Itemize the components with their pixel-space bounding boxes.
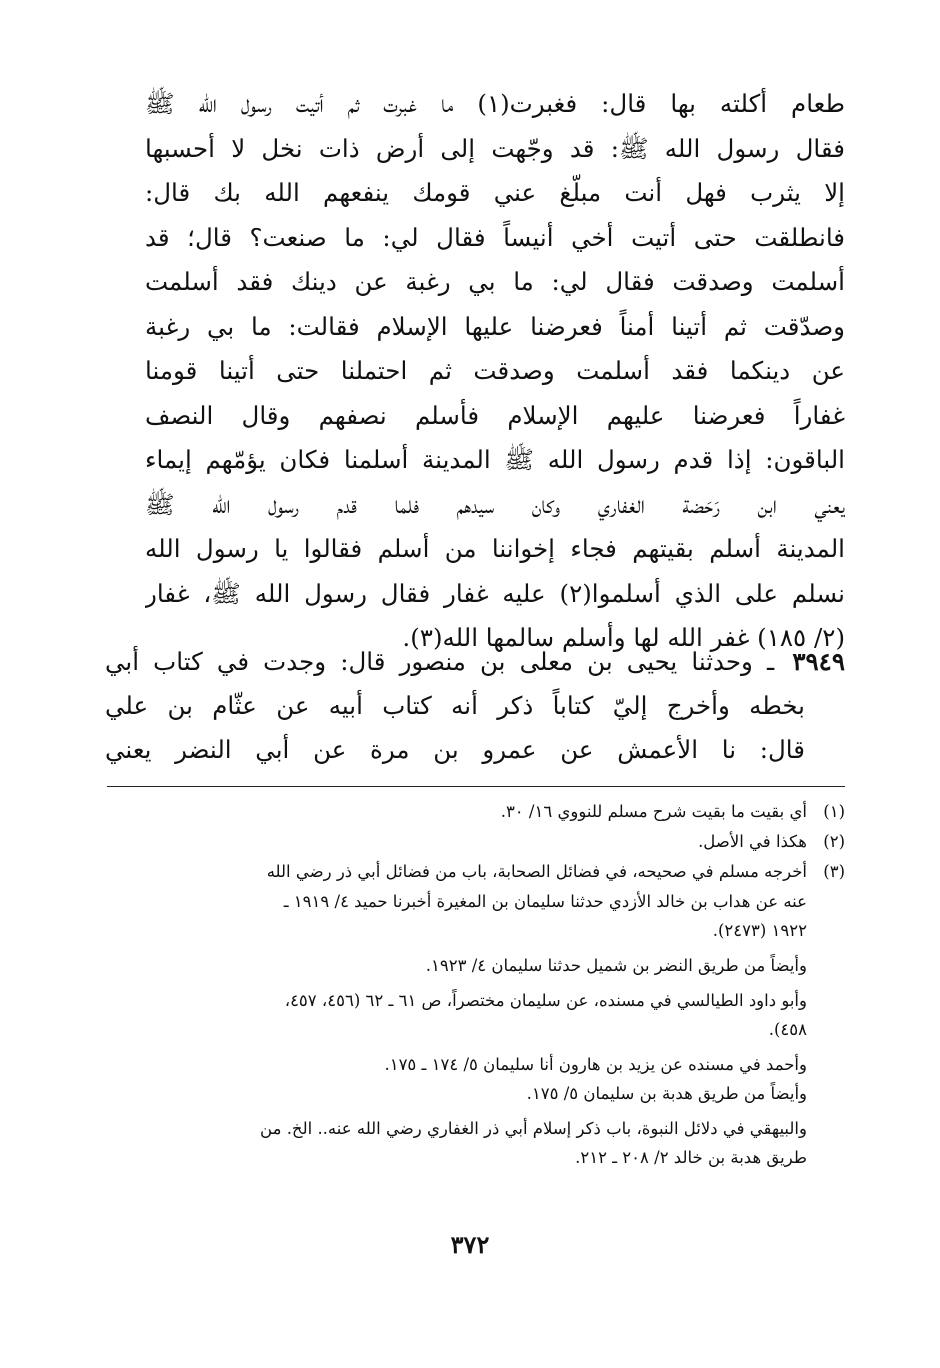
footnote-2 bbox=[125, 827, 845, 857]
text-line: الباقون: إذا قدم رسول الله ﷺ المدينة أسلمنا فكان يؤمّهم إيماء bbox=[145, 445, 845, 474]
footnotes bbox=[125, 797, 845, 1172]
text-line: قال: نا الأعمش عن عمرو بن مرة عن أبي النضر يعني bbox=[105, 735, 805, 764]
text-line: عن دينكما فقد أسلمت وصدقت ثم احتملنا حتى أتينا قومنا bbox=[145, 356, 845, 385]
page-number: ٣٧٢ bbox=[450, 1230, 490, 1259]
footnote-text: ٤٥٨). bbox=[768, 1020, 807, 1039]
footnote-text: والبيهقي في دلائل النبوة، باب ذكر إسلام أبي ذر الغفاري رضي الله عنه.. الخ. من bbox=[260, 1119, 807, 1138]
text-line: فقال رسول الله ﷺ: قد وجّهت إلى أرض ذات نخل لا أحسبها bbox=[145, 133, 845, 163]
footnote-text: أخرجه مسلم في صحيحه، في فضائل الصحابة، باب من فضائل أبي ذر رضي الله bbox=[266, 862, 807, 881]
footnote-text: وأيضاً من طريق هدبة بن سليمان ٥/ ١٧٥. bbox=[526, 1084, 807, 1103]
footnote-text: طريق هدبة بن خالد ٢/ ٢٠٨ ـ ٢١٢. bbox=[575, 1148, 807, 1167]
footnote-text: هكذا في الأصل. bbox=[698, 832, 807, 851]
footnote-marker: (١) bbox=[823, 802, 845, 821]
text-line: طعام أكلته بها قال: فغبرت(١) ما غبرت ثم أتيت رسول الله ﷺ bbox=[145, 89, 845, 118]
text-line: يعني ابن رَحَضة الغفاري وكان سيدهم فلما قدم رسول الله ﷺ bbox=[145, 489, 845, 519]
text-line: (٢/ ١٨٥) غفر الله لها وأسلم سالمها الله(٣). bbox=[402, 623, 845, 652]
main-text-block bbox=[145, 82, 845, 661]
text-line: نسلم على الذي أسلموا(٢) عليه غفار فقال رسول الله ﷺ، غفار bbox=[145, 578, 845, 608]
text-line: غفاراً فعرضنا عليهم الإسلام فأسلم نصفهم وقال النصف bbox=[145, 400, 845, 430]
footnote-marker: (٢) bbox=[823, 832, 845, 851]
text-line: وصدّقت ثم أتينا أمناً فعرضنا عليها الإسلام فقالت: ما بي رغبة bbox=[145, 311, 845, 341]
footnote-3 bbox=[125, 857, 845, 887]
footnote-text: ١٩٢٢ (٢٤٧٣). bbox=[712, 921, 807, 940]
hadith-first-line bbox=[105, 640, 845, 684]
footnote-text: وأحمد في مسنده عن يزيد بن هارون أنا سليمان ٥/ ١٧٤ ـ ١٧٥. bbox=[384, 1055, 807, 1074]
footnote-text: وأيضاً من طريق النضر بن شميل حدثنا سليمان ٤/ ١٩٢٣. bbox=[425, 956, 807, 975]
text-line: أسلمت وصدقت فقال لي: ما بي رغبة عن دينك فقد أسلمت bbox=[145, 267, 845, 296]
text-line: إلا يثرب فهل أنت مبلّغ عني قومك ينفعهم الله بك قال: bbox=[145, 178, 845, 207]
footnote-marker: (٣) bbox=[823, 862, 845, 881]
footnote-text: وأبو داود الطيالسي في مسنده، عن سليمان مختصراً، ص ٦١ ـ ٦٢ (٤٥٦، ٤٥٧، bbox=[284, 991, 807, 1010]
footnote-text: عنه عن هداب بن خالد الأزدي حدثنا سليمان بن المغيرة أخبرنا حميد ٤/ ١٩١٩ ـ bbox=[283, 892, 807, 911]
hadith-entry bbox=[105, 640, 845, 772]
footnote-1 bbox=[125, 797, 845, 827]
hadith-number: ٣٩٤٩ bbox=[792, 647, 845, 676]
footnote-separator bbox=[107, 786, 845, 787]
footnote-text: أي بقيت ما بقيت شرح مسلم للنووي ١٦/ ٣٠. bbox=[500, 802, 807, 821]
text-line: فانطلقت حتى أتيت أخي أنيساً فقال لي: ما صنعت؟ قال؛ قد bbox=[145, 222, 845, 252]
text-line: بخطه وأخرج إليّ كتاباً ذكر أنه كتاب أبيه عن عثّام بن علي bbox=[105, 691, 805, 720]
text-line: المدينة أسلم بقيتهم فجاء إخواننا من أسلم فقالوا يا رسول الله bbox=[145, 534, 845, 563]
text-line: ـ وحدثنا يحيى بن معلى بن منصور قال: وجدت في كتاب أبي bbox=[105, 647, 775, 676]
